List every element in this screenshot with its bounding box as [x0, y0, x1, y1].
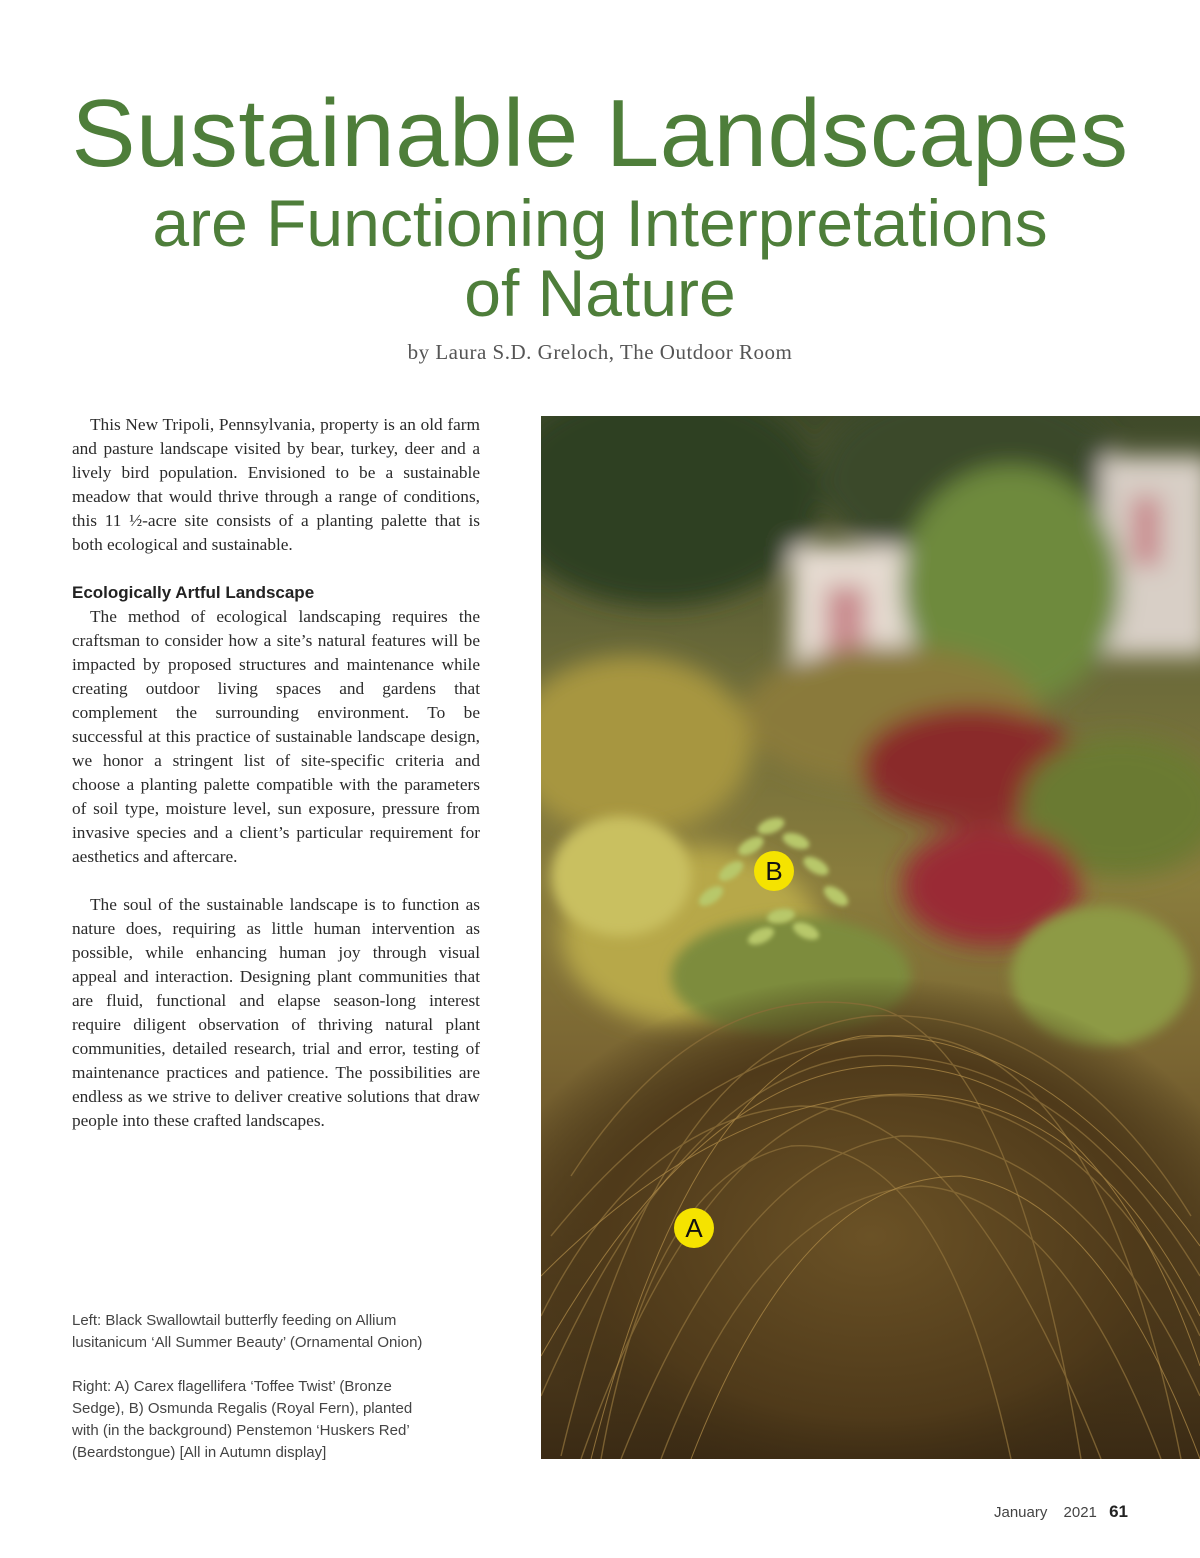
- body-paragraph: The method of ecological landscaping requires the craftsman to consider how a site’s natural features will be impacted by proposed structures and maintenance while creating outdoor living spaces and gardens that complement the surrounding environment. To be successful at this practice of sustainable landscape design, we honor a stringent list of site-specific criteria and choose a planting palette compatible with the parameters of soil type, moisture level, sun exposure, pressure from invasive species and a client’s particular requirement for aesthetics and aftercare.: [72, 607, 480, 866]
- body-column: [72, 413, 480, 1133]
- caption-right: Right: A) Carex flagellifera ‘Toffee Twist’ (Bronze Sedge), B) Osmunda Regalis (Royal Fern), planted with (in the background) Penstemon ‘Huskers Red’ (Beardstongue) [All in Autumn display]: [72, 1378, 413, 1461]
- photo-captions: [72, 1310, 432, 1464]
- garden-photo: [541, 416, 1200, 1459]
- title-line-1: Sustainable Landscapes: [71, 80, 1129, 187]
- caption-left: Left: Black Swallowtail butterfly feeding on Allium lusitanicum ‘All Summer Beauty’ (Ornamental Onion): [72, 1312, 423, 1351]
- title-line-2: are Functioning Interpretations: [152, 186, 1048, 260]
- page-number: 61: [1109, 1502, 1128, 1521]
- article-title: [0, 82, 1200, 328]
- byline: by Laura S.D. Greloch, The Outdoor Room: [407, 340, 793, 364]
- garden-photo-illustration: [541, 416, 1200, 1459]
- section-subheading: Ecologically Artful Landscape: [72, 583, 315, 602]
- page-footer: [994, 1502, 1128, 1522]
- footer-year: 2021: [1063, 1504, 1097, 1521]
- body-paragraph: This New Tripoli, Pennsylvania, property is an old farm and pasture landscape visited by bear, turkey, deer and a lively bird population. Envisioned to be a sustainable meadow that would thrive through a range of conditions, this 11 ½-acre site consists of a planting palette that is both ecological and sustainable.: [72, 415, 480, 554]
- footer-month: January: [993, 1504, 1048, 1521]
- title-line-3: of Nature: [464, 256, 736, 330]
- body-paragraph: The soul of the sustainable landscape is to function as nature does, requiring as little human intervention as possible, while enhancing human joy through visual appeal and interaction. Designing plant communities that are fluid, functional and elapse season-long interest require diligent observation of thriving natural plant communities, detailed research, trial and error, testing of maintenance practices and patience. The possibilities are endless as we strive to deliver creative solutions that draw people into these crafted landscapes.: [72, 895, 480, 1130]
- marker-a: A: [674, 1208, 714, 1248]
- marker-b: B: [754, 851, 794, 891]
